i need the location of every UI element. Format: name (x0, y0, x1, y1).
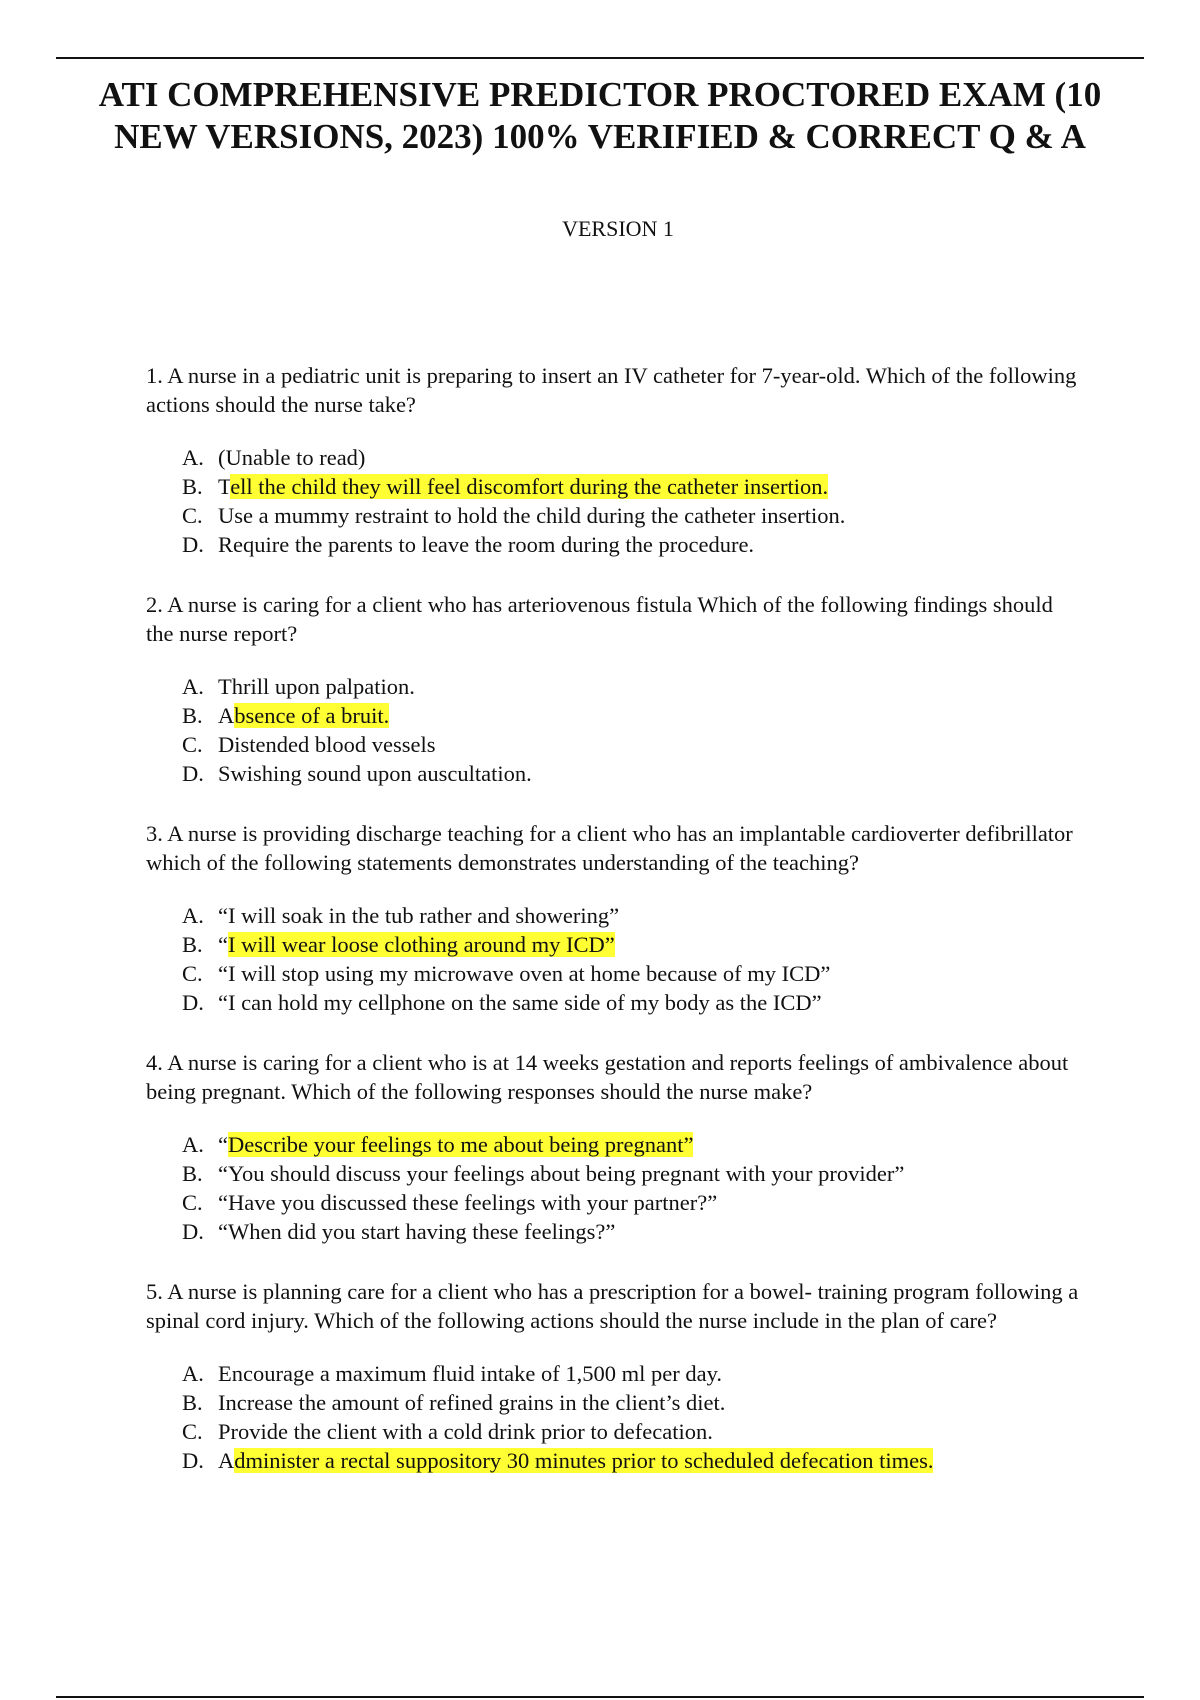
version-label: VERSION 1 (562, 216, 674, 241)
option-letter: A. (182, 1132, 204, 1157)
answer-option-c (146, 730, 1086, 759)
highlighted-answer: bsence of a bruit. (234, 703, 390, 728)
question-4 (146, 1048, 1086, 1246)
answer-option-a (146, 1130, 1086, 1159)
option-letter: C. (182, 1419, 203, 1444)
answer-option-c (146, 1417, 1086, 1446)
option-text: Encourage a maximum fluid intake of 1,500 ml per day. (218, 1361, 723, 1386)
option-letter: D. (182, 1219, 204, 1244)
answer-option-b (146, 1159, 1086, 1188)
highlighted-answer: Describe your feelings to me about being pregnant” (228, 1132, 694, 1157)
answer-options (146, 1359, 1086, 1475)
answer-option-d (146, 988, 1086, 1017)
option-letter: B. (182, 474, 203, 499)
answer-options (146, 901, 1086, 1017)
answer-option-a (146, 443, 1086, 472)
option-letter: A. (182, 445, 204, 470)
option-letter: D. (182, 1448, 204, 1473)
question-3 (146, 819, 1086, 1017)
option-letter: A. (182, 674, 204, 699)
question-text: 1. A nurse in a pediatric unit is preparing to insert an IV catheter for 7-year-old. Which of the following actions should the nurse take? (146, 363, 1077, 417)
option-letter: B. (182, 1161, 203, 1186)
answer-option-b (146, 1388, 1086, 1417)
option-text: Swishing sound upon auscultation. (218, 761, 532, 786)
answer-option-c (146, 1188, 1086, 1217)
question-text: 3. A nurse is providing discharge teaching for a client who has an implantable cardioverter defibrillator which of the following statements demonstrates understanding of the teaching? (146, 821, 1073, 875)
answer-option-a (146, 672, 1086, 701)
option-text: Increase the amount of refined grains in the client’s diet. (218, 1390, 726, 1415)
answer-options (146, 672, 1086, 788)
option-letter: D. (182, 990, 204, 1015)
option-text: “When did you start having these feelings?” (218, 1219, 616, 1244)
option-text: Provide the client with a cold drink prior to defecation. (218, 1419, 713, 1444)
option-text: “ (218, 932, 228, 957)
answer-option-c (146, 501, 1086, 530)
option-text: Require the parents to leave the room during the procedure. (218, 532, 755, 557)
question-1 (146, 361, 1086, 559)
answer-option-b (146, 472, 1086, 501)
option-text: “I can hold my cellphone on the same side of my body as the ICD” (218, 990, 822, 1015)
option-text: “Have you discussed these feelings with your partner?” (218, 1190, 718, 1215)
question-text: 2. A nurse is caring for a client who has arteriovenous fistula Which of the following findings should the nurse report? (146, 592, 1053, 646)
option-letter: A. (182, 903, 204, 928)
highlighted-answer: ell the child they will feel discomfort during the catheter insertion. (230, 474, 829, 499)
answer-option-d (146, 530, 1086, 559)
option-letter: C. (182, 961, 203, 986)
answer-options (146, 443, 1086, 559)
answer-option-d (146, 759, 1086, 788)
option-letter: B. (182, 1390, 203, 1415)
answer-option-d (146, 1217, 1086, 1246)
option-letter: C. (182, 732, 203, 757)
option-text: A (218, 703, 235, 728)
answer-options (146, 1130, 1086, 1246)
option-letter: C. (182, 503, 203, 528)
answer-option-c (146, 959, 1086, 988)
bottom-rule (56, 1696, 1144, 1698)
option-text: Use a mummy restraint to hold the child during the catheter insertion. (218, 503, 846, 528)
option-letter: A. (182, 1361, 204, 1386)
question-5 (146, 1277, 1086, 1475)
answer-option-b (146, 701, 1086, 730)
option-letter: C. (182, 1190, 203, 1215)
question-text: 5. A nurse is planning care for a client who has a prescription for a bowel- training program following a spinal cord injury. Which of the following actions should the nurse include in the plan of care? (146, 1279, 1079, 1333)
option-letter: B. (182, 703, 203, 728)
option-text: Thrill upon palpation. (218, 674, 415, 699)
question-list (146, 361, 1086, 1506)
option-text: “I will stop using my microwave oven at home because of my ICD” (218, 961, 831, 986)
question-2 (146, 590, 1086, 788)
option-text: T (218, 474, 231, 499)
option-text: “ (218, 1132, 228, 1157)
option-letter: D. (182, 761, 204, 786)
document-title: ATI COMPREHENSIVE PREDICTOR PROCTORED EXAM (10 NEW VERSIONS, 2023) 100% VERIFIED & CORRECT Q & A (98, 75, 1102, 156)
option-text: A (218, 1448, 235, 1473)
option-text: “You should discuss your feelings about being pregnant with your provider” (218, 1161, 905, 1186)
answer-option-a (146, 901, 1086, 930)
option-text: “I will soak in the tub rather and showering” (218, 903, 620, 928)
option-text: (Unable to read) (218, 445, 366, 470)
answer-option-d (146, 1446, 1086, 1475)
highlighted-answer: dminister a rectal suppository 30 minutes prior to scheduled defecation times. (234, 1448, 934, 1473)
highlighted-answer: I will wear loose clothing around my ICD” (228, 932, 615, 957)
option-letter: B. (182, 932, 203, 957)
answer-option-a (146, 1359, 1086, 1388)
answer-option-b (146, 930, 1086, 959)
option-letter: D. (182, 532, 204, 557)
question-text: 4. A nurse is caring for a client who is at 14 weeks gestation and reports feelings of ambivalence about being pregnant. Which of the following responses should the nurse make? (146, 1050, 1069, 1104)
top-rule (56, 57, 1144, 59)
option-text: Distended blood vessels (218, 732, 436, 757)
